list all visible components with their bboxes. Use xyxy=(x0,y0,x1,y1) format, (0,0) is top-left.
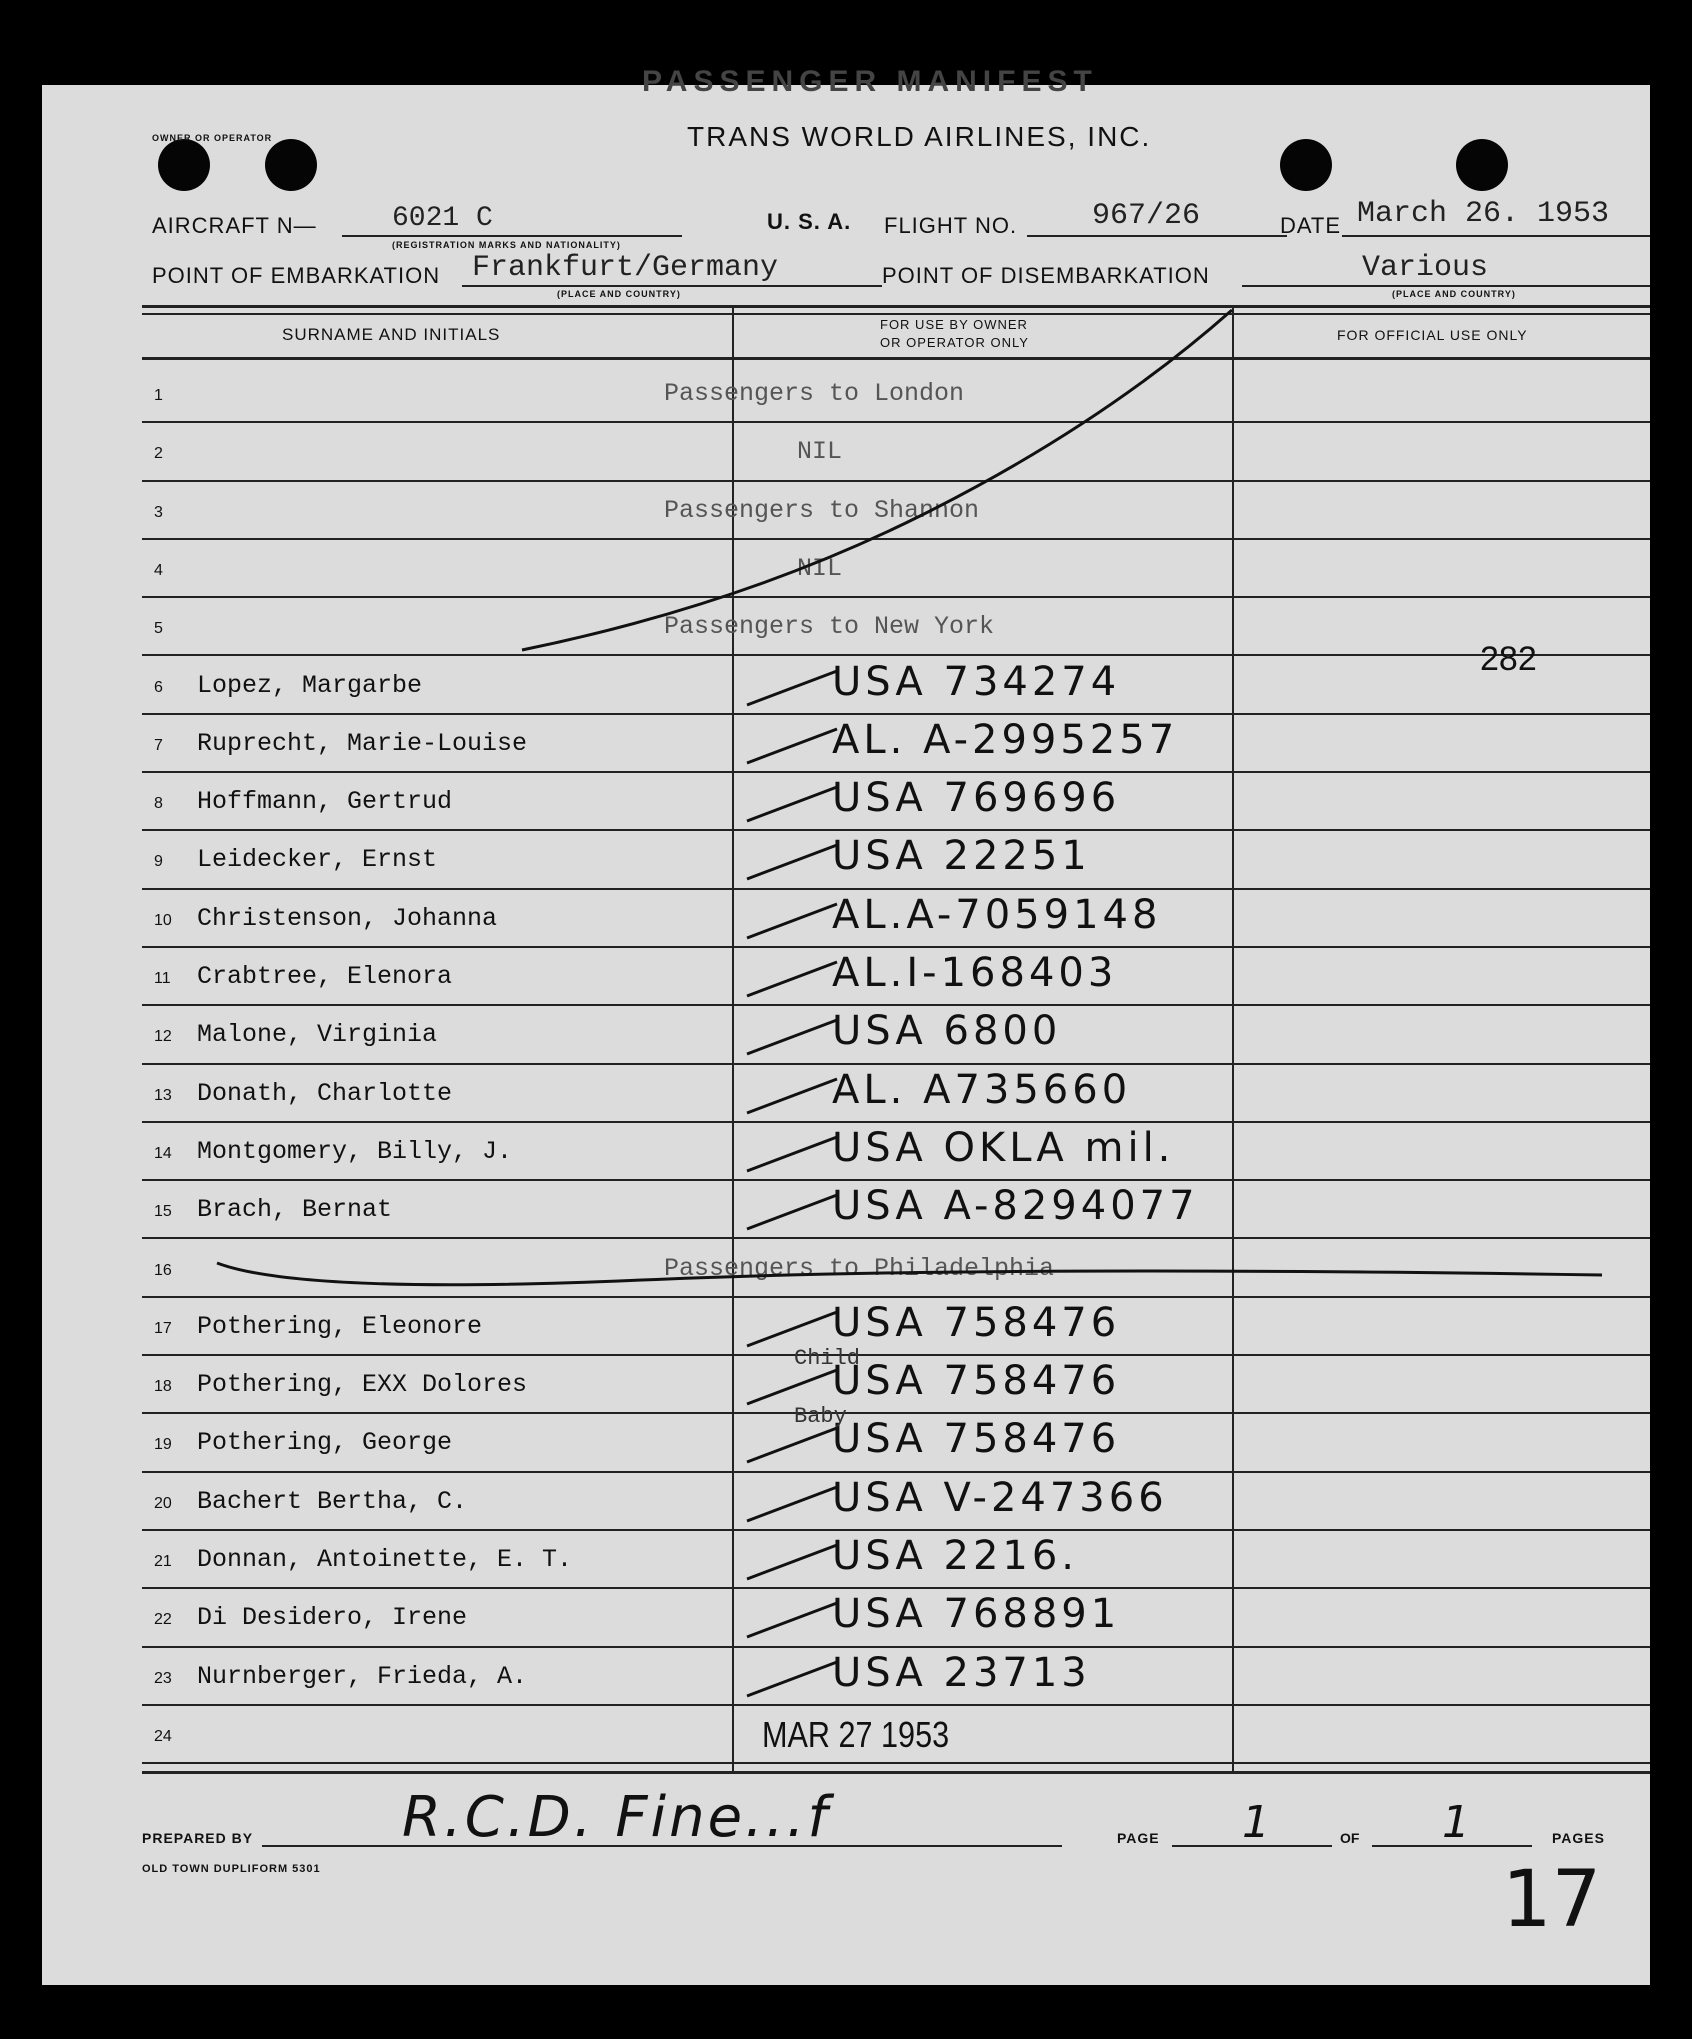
of-value: 1 xyxy=(1442,1797,1470,1848)
passenger-name: Montgomery, Billy, J. xyxy=(197,1136,513,1166)
disembark-value: Various xyxy=(1362,251,1489,285)
section-heading: NIL xyxy=(797,437,843,467)
row-rule xyxy=(142,1762,1650,1764)
check-mark-icon xyxy=(742,1479,842,1534)
pages-label: PAGES xyxy=(1552,1830,1605,1846)
row-number: 15 xyxy=(154,1203,172,1221)
section-heading: Passengers to London xyxy=(664,379,965,408)
passenger-name: Nurnberger, Frieda, A. xyxy=(197,1661,528,1691)
col-owner-use-2: OR OPERATOR ONLY xyxy=(880,335,1029,350)
col-owner-use-1: FOR USE BY OWNER xyxy=(880,317,1028,332)
section-heading: Passengers to Philadelphia xyxy=(664,1253,1055,1283)
row-number: 4 xyxy=(154,561,163,579)
row-number: 7 xyxy=(154,736,163,754)
document-number: USA V-247366 xyxy=(832,1474,1168,1521)
passenger-note: Child xyxy=(794,1346,861,1372)
airline-name: TRANS WORLD AIRLINES, INC. xyxy=(687,121,1152,152)
row-number: 3 xyxy=(154,503,163,521)
passenger-name: Christenson, Johanna xyxy=(197,903,498,933)
passenger-name: Brach, Bernat xyxy=(197,1195,393,1225)
check-mark-icon xyxy=(742,1654,842,1709)
passenger-name: Donnan, Antoinette, E. T. xyxy=(197,1545,573,1574)
document-number: USA 734274 xyxy=(832,658,1121,705)
manifest-row xyxy=(42,1531,1650,1589)
row-number: 18 xyxy=(154,1378,172,1396)
date-value: March 26. 1953 xyxy=(1357,197,1610,231)
document-number: USA 769696 xyxy=(832,775,1121,822)
aircraft-label: AIRCRAFT N— xyxy=(152,213,317,238)
aircraft-value: 6021 C xyxy=(392,203,493,234)
registration-note: (REGISTRATION MARKS AND NATIONALITY) xyxy=(392,240,621,250)
section-heading: NIL xyxy=(797,553,843,583)
row-number: 14 xyxy=(154,1144,172,1162)
check-mark-icon xyxy=(742,1537,842,1592)
row-number: 2 xyxy=(154,445,163,463)
date-stamp: MAR 27 1953 xyxy=(762,1713,950,1755)
disembark-label: POINT OF DISEMBARKATION xyxy=(882,263,1210,288)
partial-title: PASSENGER MANIFEST xyxy=(642,65,1098,98)
passenger-name: Di Desidero, Irene xyxy=(197,1603,468,1633)
document-number: USA A-8294077 xyxy=(832,1183,1199,1230)
row-number: 12 xyxy=(154,1028,172,1046)
row-number: 8 xyxy=(154,795,163,813)
of-label: OF xyxy=(1340,1830,1360,1846)
document-number: USA 758476 xyxy=(832,1416,1121,1463)
passenger-name: Leidecker, Ernst xyxy=(197,845,438,875)
section-heading: Passengers to Shannon xyxy=(664,495,980,525)
passenger-name: Bachert Bertha, C. xyxy=(197,1486,468,1516)
form-number: OLD TOWN DUPLIFORM 5301 xyxy=(142,1863,321,1875)
passenger-name: Malone, Virginia xyxy=(197,1020,438,1050)
passenger-name: Lopez, Margarbe xyxy=(197,670,423,700)
row-number: 11 xyxy=(154,970,171,987)
page-label: PAGE xyxy=(1117,1830,1160,1846)
document-number: AL.A-7059148 xyxy=(832,891,1162,938)
row-number: 22 xyxy=(154,1611,172,1629)
date-label: DATE xyxy=(1280,213,1342,238)
passenger-name: Pothering, EXX Dolores xyxy=(197,1370,528,1400)
row-number: 6 xyxy=(154,678,163,696)
row-number: 21 xyxy=(154,1553,172,1570)
embark-label: POINT OF EMBARKATION xyxy=(152,263,441,288)
row-number: 23 xyxy=(154,1669,172,1687)
passenger-name: Ruprecht, Marie-Louise xyxy=(197,728,528,758)
document-number: AL.I-168403 xyxy=(832,950,1118,996)
document-number: USA 6800 xyxy=(832,1008,1062,1055)
document-number: USA 758476 xyxy=(832,1299,1121,1346)
section-heading: Passengers to New York xyxy=(664,612,995,642)
check-mark-icon xyxy=(742,1595,842,1650)
passenger-name: Crabtree, Elenora xyxy=(197,962,453,991)
flight-label: FLIGHT NO. xyxy=(884,213,1018,238)
signature: R.C.D. Fine...f xyxy=(402,1785,831,1850)
row-number: 5 xyxy=(154,620,163,638)
flight-value: 967/26 xyxy=(1092,199,1201,233)
passenger-note: Baby xyxy=(794,1404,847,1430)
document-number: USA 758476 xyxy=(832,1358,1121,1405)
manifest-row xyxy=(42,1648,1650,1706)
document-number: USA 23713 xyxy=(832,1649,1091,1696)
passenger-name: Pothering, Eleonore xyxy=(197,1311,483,1341)
passenger-name: Donath, Charlotte xyxy=(197,1078,453,1108)
row-number: 1 xyxy=(154,387,163,404)
passenger-name: Pothering, George xyxy=(197,1428,453,1458)
manifest-sheet xyxy=(42,65,1650,1985)
row-number: 19 xyxy=(154,1436,172,1454)
row-number: 16 xyxy=(154,1261,172,1279)
row-number: 20 xyxy=(154,1494,172,1512)
usa-label: U. S. A. xyxy=(767,209,852,234)
prepared-label: PREPARED BY xyxy=(142,1830,254,1846)
document-number: USA OKLA mil. xyxy=(832,1124,1175,1171)
official-number: 282 xyxy=(1480,640,1537,678)
row-number: 13 xyxy=(154,1086,172,1104)
col-official: FOR OFFICIAL USE ONLY xyxy=(1337,327,1528,343)
place-note-right: (PLACE AND COUNTRY) xyxy=(1392,289,1516,299)
row-number: 17 xyxy=(154,1319,172,1337)
row-number: 10 xyxy=(154,911,172,929)
manifest-row xyxy=(42,1706,1650,1764)
place-note: (PLACE AND COUNTRY) xyxy=(557,289,681,299)
row-number: 24 xyxy=(154,1727,172,1745)
owner-label: OWNER OR OPERATOR xyxy=(152,133,273,143)
manifest-row xyxy=(42,1589,1650,1647)
passenger-name: Hoffmann, Gertrud xyxy=(197,787,453,817)
document-number: USA 22251 xyxy=(832,833,1091,880)
document-number: USA 2216. xyxy=(832,1533,1078,1579)
document-number: USA 768891 xyxy=(832,1591,1121,1638)
page-value: 1 xyxy=(1242,1797,1270,1848)
col-surname: SURNAME AND INITIALS xyxy=(282,325,501,344)
corner-number: 17 xyxy=(1502,1855,1602,1945)
embark-value: Frankfurt/Germany xyxy=(472,251,779,285)
row-number: 9 xyxy=(154,853,163,871)
document-number: AL. A-2995257 xyxy=(832,716,1179,763)
document-number: AL. A735660 xyxy=(832,1066,1132,1113)
section-strike xyxy=(42,85,1650,1485)
